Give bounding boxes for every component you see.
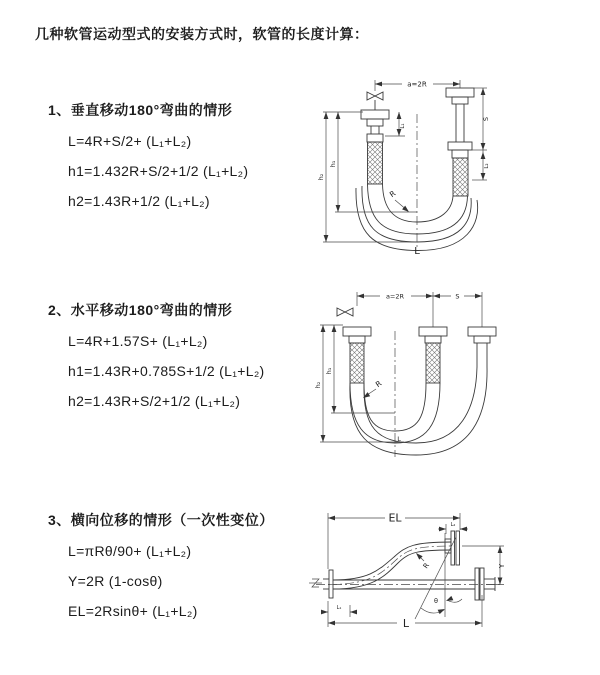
- section-3-heading: 3、横向位移的情形（一次性变位）: [48, 512, 274, 528]
- braided-hose-section: [368, 142, 383, 184]
- dim-label-el: EL: [388, 511, 402, 525]
- formula-length: L=4R+S/2+ (L₁+L₂): [68, 133, 192, 149]
- dim-label-l: L: [414, 246, 420, 255]
- dim-label-y: Y: [498, 563, 506, 569]
- dimension-h2: [317, 112, 417, 242]
- diagram-2-svg: [312, 285, 592, 462]
- section-lateral-displacement: [48, 510, 274, 626]
- valve-icon: [337, 308, 353, 316]
- dim-label-l1: L₁: [400, 123, 406, 129]
- braided-hose-section: [453, 158, 468, 196]
- page-title: 几种软管运动型式的安装方式时，软管的长度计算：: [35, 26, 369, 42]
- section-2-heading: 2、水平移动180°弯曲的情形: [48, 302, 233, 318]
- hose-s-curve: [328, 542, 455, 589]
- centerline-break-symbol: [309, 579, 322, 587]
- dim-label-r: R: [387, 188, 398, 200]
- dimension-s: [433, 292, 482, 327]
- dim-label-h1: h₁: [325, 367, 333, 375]
- diagram-lateral-displacement: [298, 505, 600, 650]
- dimension-l2: [438, 522, 468, 534]
- diagram-vertical-180-bend: [315, 72, 590, 255]
- dim-label-l2: L₂: [484, 163, 490, 169]
- radius-callout: [388, 189, 411, 214]
- formula-h1: h1=1.432R+S/2+1/2 (L₁+L₂): [68, 163, 249, 179]
- formula-h2: h2=1.43R+1/2 (L₁+L₂): [68, 193, 210, 209]
- formula-length: L=4R+1.57S+ (L₁+L₂): [68, 333, 208, 349]
- formula-y: Y=2R (1-cosθ): [68, 573, 163, 589]
- dim-label-l: L: [397, 435, 401, 443]
- radius-callout: [414, 551, 431, 570]
- dimension-el: [328, 512, 460, 570]
- dim-label-s: S: [482, 116, 490, 122]
- dim-label-a2r: a=2R: [385, 292, 405, 301]
- dim-label-r: R: [421, 561, 432, 571]
- dim-label-l1: L₁: [336, 605, 342, 611]
- dim-label-h2: h₂: [314, 381, 322, 389]
- left-flange: [323, 570, 333, 598]
- dim-label-l: L: [402, 617, 410, 630]
- diagram-3-svg: [298, 505, 600, 650]
- section-1-heading: 1、垂直移动180°弯曲的情形: [48, 102, 233, 118]
- dimension-l1: [321, 605, 357, 617]
- dim-label-h2: h₂: [317, 173, 325, 181]
- dimension-l: [328, 595, 482, 630]
- radius-callout: [362, 379, 384, 400]
- formula-h1: h1=1.43R+0.785S+1/2 (L₁+L₂): [68, 363, 265, 379]
- dimension-l1: [385, 112, 406, 136]
- braided-hose-section: [350, 343, 364, 383]
- diagram-horizontal-180-bend: [312, 285, 592, 462]
- diagram-1-svg: [315, 72, 590, 255]
- dim-label-r: R: [373, 378, 384, 390]
- formula-length: L=πRθ/90+ (L₁+L₂): [68, 543, 192, 559]
- dimension-a2r: [357, 292, 433, 327]
- dim-label-theta: θ: [434, 597, 438, 605]
- dimension-a2r: [375, 80, 460, 91]
- dimension-l2: [472, 150, 490, 180]
- left-pipe-fitting: [361, 110, 389, 184]
- formula-h2: h2=1.43R+S/2+1/2 (L₁+L₂): [68, 393, 241, 409]
- right-pipe-fitting: [446, 88, 474, 196]
- right-pipe-fitting: [468, 327, 496, 367]
- dim-label-l2: L₂: [450, 522, 456, 528]
- valve-icon: [367, 92, 383, 110]
- middle-pipe-fitting: [419, 327, 447, 383]
- left-pipe-fitting: [343, 327, 371, 383]
- dimension-h2: [314, 325, 404, 442]
- dim-label-h1: h₁: [329, 160, 337, 168]
- formula-el: EL=2Rsinθ+ (L₁+L₂): [68, 603, 198, 619]
- section-vertical-180: [48, 100, 248, 216]
- section-horizontal-180: [48, 300, 265, 416]
- original-position-pipe: [333, 568, 495, 600]
- dim-label-s: S: [455, 292, 460, 301]
- braided-hose-section: [426, 343, 440, 383]
- upper-right-flange: [445, 531, 460, 565]
- dim-label-a2r: a=2R: [407, 80, 427, 89]
- dimension-s: [472, 88, 490, 150]
